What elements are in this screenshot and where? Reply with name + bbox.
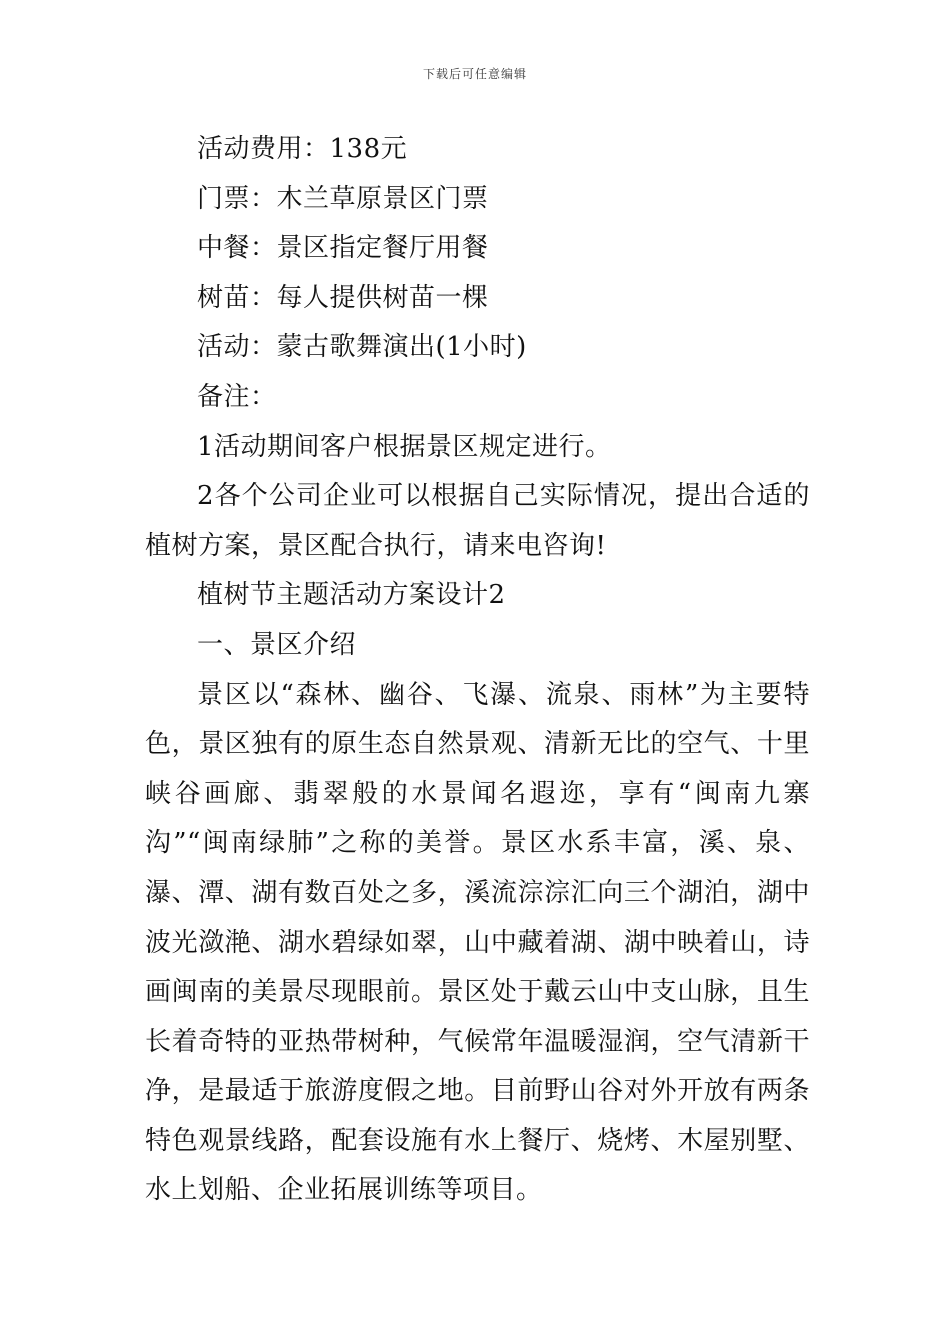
section-heading-intro: 一、景区介绍 bbox=[197, 629, 357, 660]
paragraph-sapling: 树苗：每人提供树苗一棵 bbox=[197, 282, 489, 313]
paragraph-remarks: 备注： bbox=[197, 381, 277, 412]
page-header: 下载后可任意编辑 bbox=[422, 67, 527, 81]
paragraph-activity-fee: 活动费用：138元 bbox=[197, 134, 408, 164]
paragraph-activity: 活动：蒙古歌舞演出(1小时) bbox=[197, 332, 527, 363]
paragraph-lunch: 中餐：景区指定餐厅用餐 bbox=[197, 233, 489, 264]
paragraph-scenic-intro: 景区以“森林、幽谷、飞瀑、流泉、雨林”为主要特色，景区独有的原生态自然景观、清新无比的空气、十里峡谷画廊、翡翠般的水景闻名遐迩，享有“闽南九寨沟”“闽南绿肺”之称的美誉。景区水系丰富，溪、泉、瀑、潭、湖有数百处之多，溪流淙淙汇向三个湖泊，湖中波光潋滟、湖水碧绿如翠，山中藏着湖、湖中映着山，诗画闽南的美景尽现眼前。景区处于戴云山中支山脉，且生长着奇特的亚热带树种，气候常年温暖湿润，空气清新干净，是最适于旅游度假之地。目前野山谷对外开放有两条特色观景线路，配套设施有水上餐厅、烧烤、木屋别墅、水上划船、企业拓展训练等项目。 bbox=[145, 679, 810, 1206]
paragraph-remark-2: 2各个公司企业可以根据自己实际情况，提出合适的植树方案，景区配合执行，请来电咨询! bbox=[145, 481, 810, 561]
paragraph-remark-1: 1活动期间客户根据景区规定进行。 bbox=[197, 431, 612, 462]
section-title: 植树节主题活动方案设计2 bbox=[197, 580, 506, 611]
document-body bbox=[145, 125, 810, 1216]
paragraph-ticket: 门票：木兰草原景区门票 bbox=[197, 183, 489, 214]
